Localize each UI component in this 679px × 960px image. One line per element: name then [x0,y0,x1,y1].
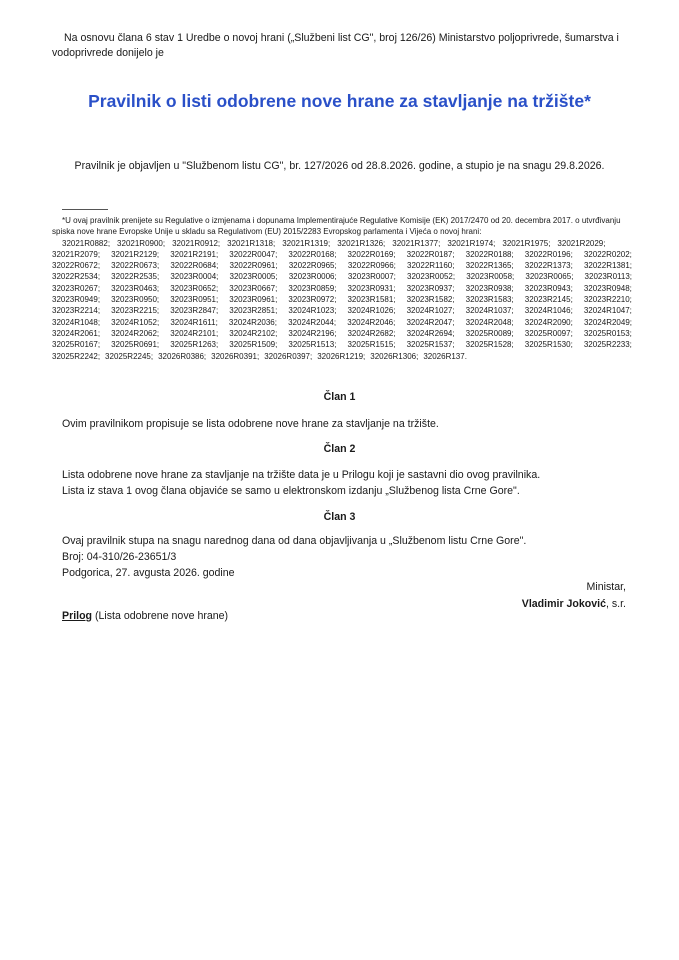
regulation-code: 32025R2233; [583,340,632,350]
signatory-suffix: , s.r. [605,598,626,610]
page-title: Pravilnik o listi odobrene nove hrane za stavljanje na tržište* [88,91,591,111]
regulation-code: 32021R0912; [172,238,221,248]
regulation-code: 32026R137. [423,351,467,361]
regulation-code: 32025R1513; [288,340,337,350]
regulation-code: 32023R0937; [406,283,455,293]
regulation-code: 32025R1509; [229,340,278,350]
regulation-code: 32025R1528; [465,340,514,350]
regulation-code: 32022R0673; [111,261,160,271]
regulation-code: 32023R0951; [170,295,219,305]
regulation-code-row [52,283,632,294]
regulation-code: 32022R0168; [288,249,337,259]
regulation-code: 32022R0196; [524,249,573,259]
regulation-code: 32021R1975; [502,238,551,248]
regulation-code: 32023R0943; [524,283,573,293]
regulation-code: 32023R0667; [229,283,278,293]
signatory-role: Ministar, [586,581,626,593]
regulation-code: 32026R0397; [264,351,313,361]
regulation-code: 32023R0652; [170,283,219,293]
regulation-code: 32022R1373; [524,261,573,271]
regulation-code: 32024R1052; [111,317,160,327]
regulation-code-row [52,238,632,249]
signatory-name: Vladimir Joković [521,598,606,610]
regulation-code: 32023R0052; [407,272,456,282]
regulation-code: 32022R2535; [111,272,160,282]
regulation-code: 32022R0684; [170,261,219,271]
regulation-code-row [52,328,632,339]
article-2-heading: Član 2 [323,443,356,455]
regulation-code: 32021R1319; [282,238,331,248]
regulation-code: 32024R1046; [524,306,573,316]
regulation-code: 32024R1037; [465,306,514,316]
regulation-code: 32023R0113; [584,272,632,282]
regulation-code: 32022R1365; [465,261,514,271]
regulation-code: 32026R0391; [211,351,260,361]
regulation-code: 32025R0691; [111,340,160,350]
regulation-code: 32024R2090; [524,317,573,327]
regulation-code: 32024R2049; [583,317,632,327]
attachment-line [62,610,228,622]
regulation-code: 32023R2851; [229,306,278,316]
regulation-code: 32023R1581; [347,295,396,305]
regulation-code: 32024R2101; [170,328,219,338]
regulation-code: 32025R0153; [583,328,632,338]
regulation-code: 32021R0900; [117,238,166,248]
regulation-code: 32023R0058; [466,272,515,282]
regulation-code: 32023R1582; [406,295,455,305]
regulation-code: 32021R2079; [52,249,101,259]
regulation-code-row [52,317,632,328]
regulation-code: 32023R0949; [52,295,101,305]
regulation-code: 32026R0386; [158,351,207,361]
regulation-code: 32024R2682; [347,328,396,338]
regulation-code: 32022R0966; [347,261,396,271]
regulation-code: 32023R0950; [111,295,160,305]
regulation-code: 32024R1023; [288,306,337,316]
regulation-code: 32022R0047; [229,249,278,259]
regulation-code: 32024R2694; [406,328,455,338]
regulation-code: 32025R0097; [524,328,573,338]
regulation-code-list [52,238,632,362]
regulation-code: 32022R0961; [229,261,278,271]
regulation-code-row [52,351,632,362]
regulation-code: 32022R1381; [583,261,632,271]
regulation-code: 32022R0187; [406,249,455,259]
regulation-code: 32024R2046; [347,317,396,327]
publication-note: Pravilnik je objavljen u "Službenom listu CG", br. 127/2026 od 28.8.2026. godine, a stupio je na snagu 29.8.2026. [74,160,605,172]
regulation-code: 32023R0931; [347,283,396,293]
signatory-name-line [522,596,626,613]
regulation-code: 32024R1047; [583,306,632,316]
article-2-line-2: Lista iz stava 1 ovog člana objaviće se samo u elektronskom izdanju „Službenog lista Crne Gore". [62,485,520,497]
regulation-code: 32023R0007; [347,272,396,282]
regulation-code: 32023R2215; [111,306,160,316]
regulation-code: 32022R0202; [583,249,632,259]
regulation-code: 32026R1306; [370,351,419,361]
regulation-code: 32024R2061; [52,328,101,338]
regulation-code: 32023R0005; [229,272,278,282]
regulation-code: 32023R0972; [288,295,337,305]
regulation-code: 32025R0089; [465,328,514,338]
regulation-code: 32024R1048; [52,317,101,327]
signature-block [522,579,626,613]
regulation-code: 32021R1326; [337,238,386,248]
regulation-code: 32022R0188; [465,249,514,259]
footnote-divider [62,209,108,210]
footnote-text: *U ovaj pravilnik prenijete su Regulative o izmjenama i dopunama Implementirajuće Regulative Komisije (EK) 2017/2470 od 20. decembra 2017. o utvrđivanju spiska nove hrane Evropske Unije u skladu sa Regulativom (EU) 2015/2283 Evropskog parlamenta i Vijeća o novoj hrani: [52,216,621,237]
article-3-text: Ovaj pravilnik stupa na snagu narednog dana od dana objavljivanja u „Službenom listu Crne Gore". [62,535,527,547]
regulation-code: 32021R2029; [557,238,606,248]
regulation-code: 32024R1026; [347,306,396,316]
regulation-code: 32021R2191; [170,249,219,259]
regulation-code: 32024R1027; [406,306,455,316]
regulation-code: 32024R2062; [111,328,160,338]
regulation-code: 32022R0672; [52,261,101,271]
regulation-code: 32024R1611; [170,317,218,327]
regulation-code: 32023R0859; [288,283,337,293]
regulation-code: 32023R2145; [524,295,573,305]
article-3-heading: Član 3 [323,511,356,523]
regulation-code-row [52,294,632,305]
regulation-code: 32024R2048; [465,317,514,327]
regulation-code: 32023R0938; [465,283,514,293]
regulation-code: 32021R1974; [447,238,496,248]
intro-paragraph: Na osnovu člana 6 stav 1 Uredbe o novoj hrani („Službeni list CG", broj 126/26) Ministarstvo poljoprivrede, šumarstva i vodoprivrede donijelo je [52,32,619,59]
regulation-code: 32024R2036; [228,317,277,327]
regulation-code: 32023R0463; [111,283,160,293]
regulation-code-row [52,305,632,316]
article-1-text: Ovim pravilnikom propisuje se lista odobrene nove hrane za stavljanje na tržište. [62,418,439,430]
regulation-code: 32024R2196; [288,328,337,338]
article-2-line-1: Lista odobrene nove hrane za stavljanje na tržište data je u Prilogu koji je sastavni dio ovog pravilnika. [62,469,541,481]
regulation-code: 32025R1263; [170,340,219,350]
document-number: Broj: 04-310/26-23651/3 [62,551,177,563]
regulation-code: 32025R1537; [406,340,455,350]
footnote [52,215,632,362]
regulation-code-row [52,260,632,271]
regulation-code: 32021R1318; [227,238,276,248]
regulation-code: 32023R0267; [52,283,101,293]
regulation-code: 32024R2047; [406,317,455,327]
regulation-code: 32023R0065; [525,272,574,282]
regulation-code: 32024R2102; [229,328,278,338]
regulation-code: 32023R2210; [583,295,632,305]
regulation-code: 32025R1515; [347,340,396,350]
regulation-code: 32022R0169; [347,249,396,259]
regulation-code: 32023R0948; [583,283,632,293]
regulation-code: 32023R1583; [465,295,514,305]
regulation-code-row [52,271,632,282]
place-and-date: Podgorica, 27. avgusta 2026. godine [62,567,235,579]
regulation-code: 32025R1530; [524,340,573,350]
regulation-code-row [52,339,632,350]
regulation-code: 32022R2534; [52,272,101,282]
attachment-description: (Lista odobrene nove hrane) [92,610,229,622]
regulation-code: 32026R1219; [317,351,366,361]
regulation-code: 32022R1160; [407,261,455,271]
regulation-code-row [52,249,632,260]
regulation-code: 32021R1377; [392,238,441,248]
regulation-code: 32021R2129; [111,249,160,259]
regulation-code: 32022R0965; [288,261,337,271]
regulation-code: 32024R2044; [288,317,337,327]
article-1-heading: Član 1 [323,391,356,403]
regulation-code: 32025R0167; [52,340,101,350]
regulation-code: 32023R0961; [229,295,278,305]
regulation-code: 32021R0882; [62,238,111,248]
regulation-code: 32023R2847; [170,306,219,316]
regulation-code: 32025R2242; [52,351,101,361]
attachment-link[interactable]: Prilog [62,610,93,622]
regulation-code: 32023R0004; [170,272,219,282]
regulation-code: 32025R2245; [105,351,154,361]
regulation-code: 32023R0006; [288,272,337,282]
regulation-code: 32023R2214; [52,306,101,316]
